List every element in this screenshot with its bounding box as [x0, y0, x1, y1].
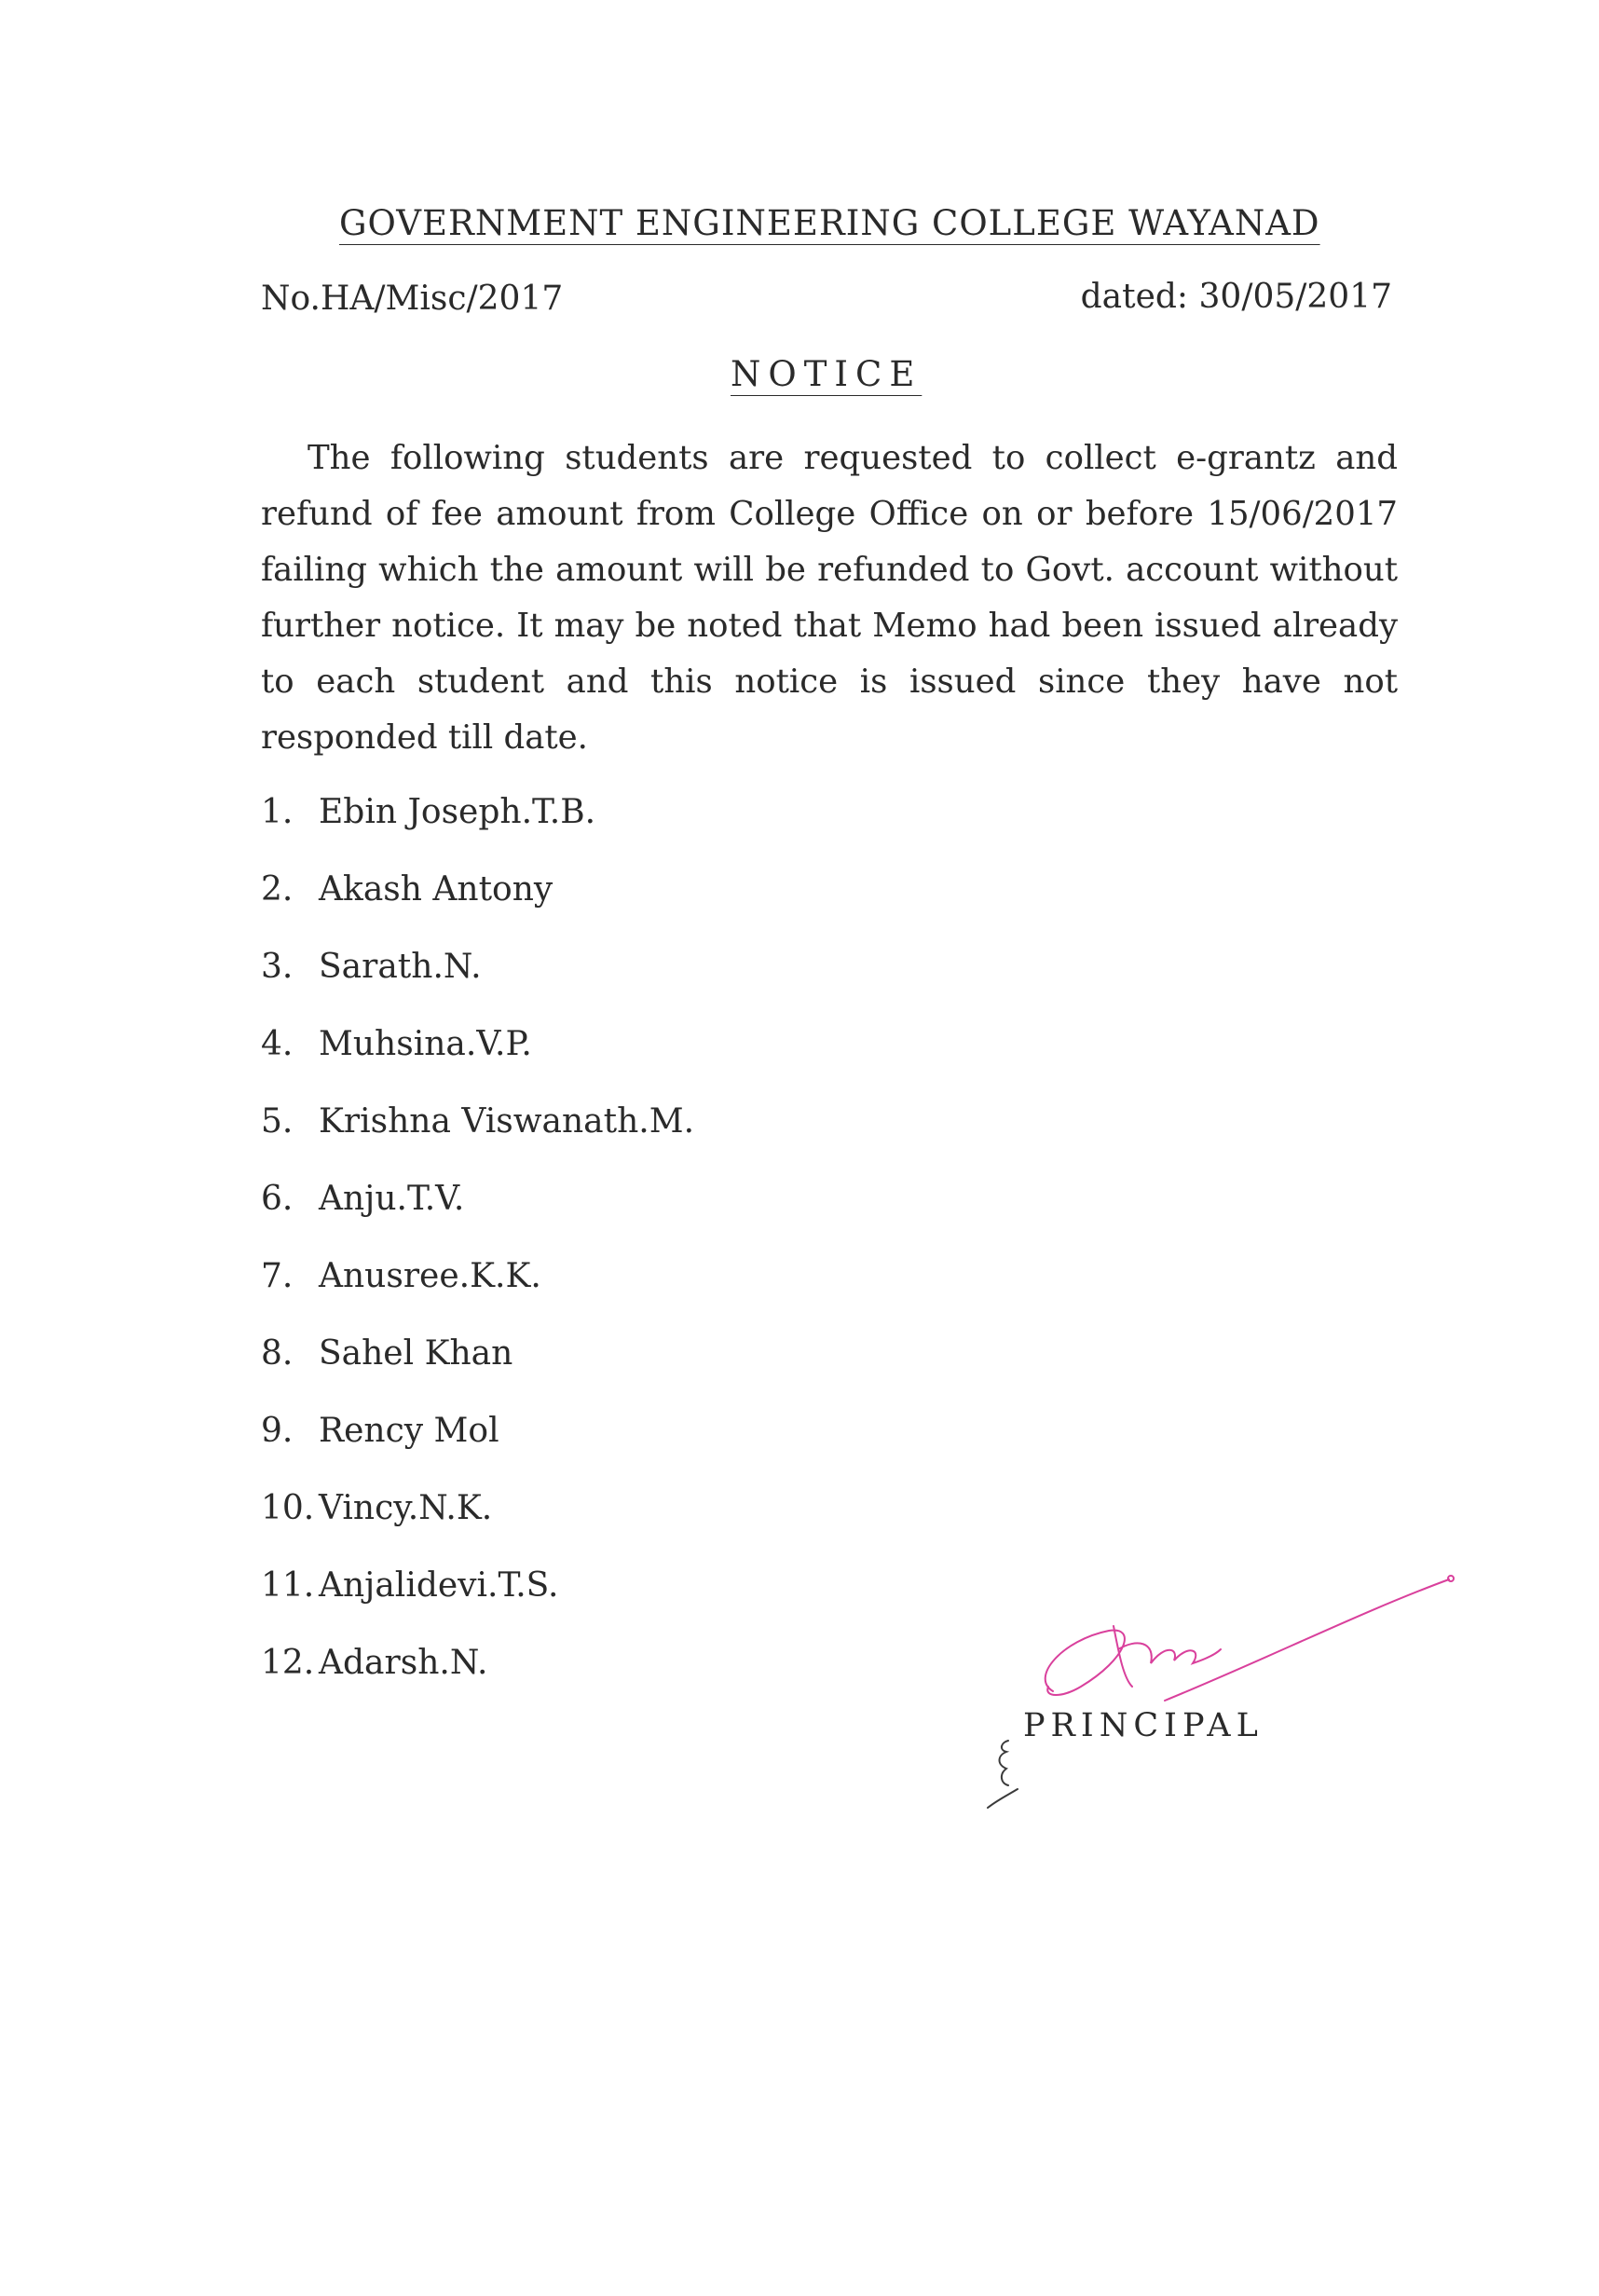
list-number: 11.: [261, 1566, 315, 1605]
list-item: [261, 1403, 694, 1481]
student-name: Anjalidevi.T.S.: [319, 1566, 559, 1605]
list-item: [261, 1558, 694, 1635]
student-name: Krishna Viswanath.M.: [319, 1102, 695, 1141]
student-name: Rency Mol: [319, 1412, 499, 1450]
handwritten-initial: [980, 1731, 1027, 1815]
college-title: GOVERNMENT ENGINEERING COLLEGE WAYANAD: [339, 203, 1320, 243]
student-name: Muhsina.V.P.: [319, 1025, 532, 1063]
list-number: 1.: [261, 793, 294, 831]
list-item: [261, 1326, 694, 1403]
student-name: Anju.T.V.: [319, 1180, 465, 1218]
student-name: Sarath.N.: [319, 948, 482, 986]
list-item: [261, 1635, 694, 1713]
principal-signature: [1025, 1538, 1463, 1724]
notice-heading: NOTICE: [731, 354, 922, 394]
list-item: [261, 1249, 694, 1326]
list-number: 9.: [261, 1412, 294, 1450]
student-name: Anusree.K.K.: [319, 1257, 541, 1295]
student-name: Vincy.N.K.: [319, 1489, 493, 1527]
list-number: 8.: [261, 1334, 294, 1373]
notice-body: The following students are requested to collect e-grantz and refund of fee amount from College Office on or before 15/06/2017 failing which the amount will be refunded to Govt. account without further notice. It may be noted that Memo had been issued already to each student and this notice is issued since they have not responded till date.: [261, 439, 1398, 757]
list-item: [261, 1481, 694, 1558]
list-item: [261, 1017, 694, 1094]
list-number: 2.: [261, 870, 294, 909]
list-number: 10.: [261, 1489, 315, 1527]
list-item: [261, 1171, 694, 1249]
list-item: [261, 1094, 694, 1171]
list-number: 7.: [261, 1257, 294, 1295]
list-item: [261, 862, 694, 939]
list-number: 6.: [261, 1180, 294, 1218]
student-name: Ebin Joseph.T.B.: [319, 793, 596, 831]
list-number: 5.: [261, 1102, 294, 1141]
list-item: [261, 939, 694, 1017]
list-number: 3.: [261, 948, 294, 986]
list-number: 4.: [261, 1025, 294, 1063]
notice-date: dated: 30/05/2017: [1080, 278, 1392, 316]
student-name: Adarsh.N.: [319, 1644, 488, 1682]
student-name: Akash Antony: [319, 870, 554, 909]
list-number: 12.: [261, 1644, 315, 1682]
list-item: [261, 785, 694, 862]
reference-number: No.HA/Misc/2017: [261, 280, 564, 318]
signatory-title: PRINCIPAL: [1023, 1707, 1264, 1744]
student-name: Sahel Khan: [319, 1334, 513, 1373]
student-list: [261, 785, 694, 1713]
